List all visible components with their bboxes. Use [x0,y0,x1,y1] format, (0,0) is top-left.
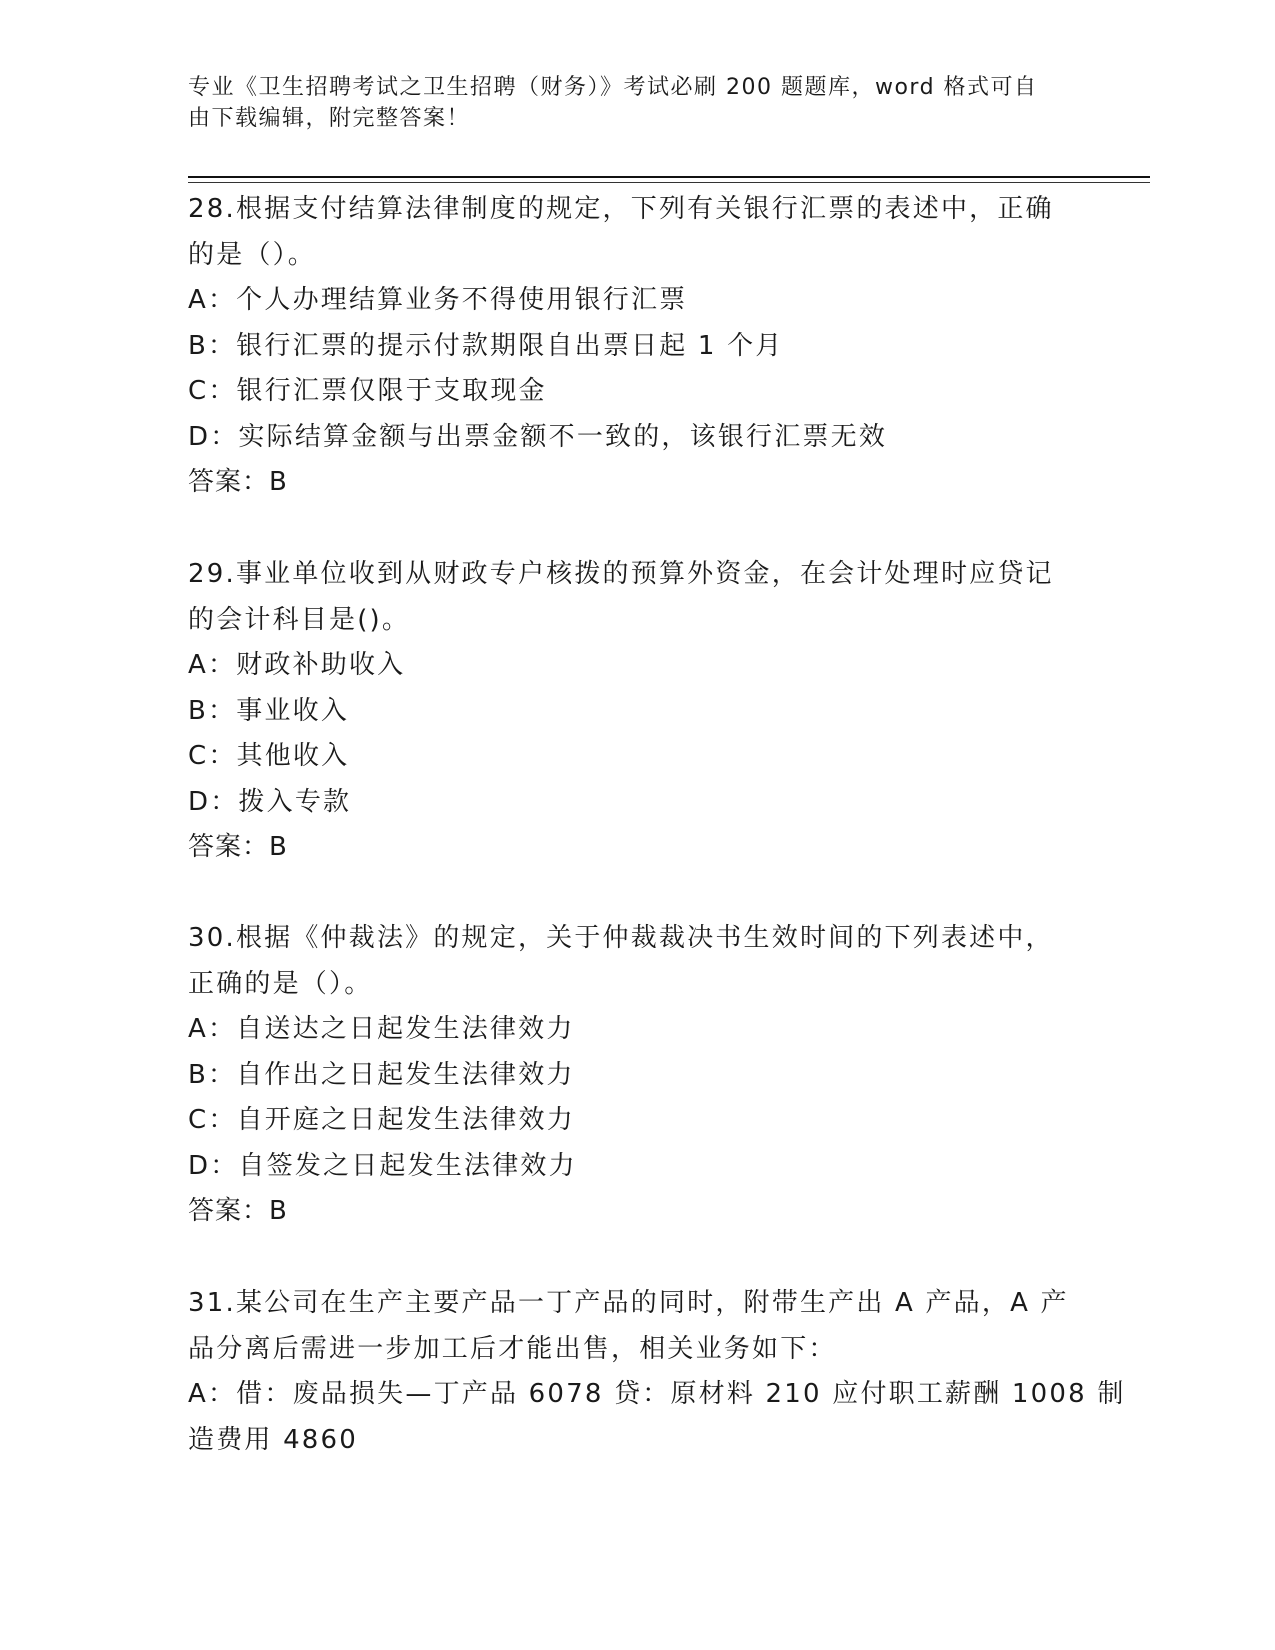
question-stem-line: 29.事业单位收到从财政专户核拨的预算外资金，在会计处理时应贷记 [188,559,1054,589]
question-stem-line: 的是（）。 [188,239,317,270]
option-b: B：自作出之日起发生法律效力 [188,1059,575,1090]
option-b: B：银行汇票的提示付款期限自出票日起 1 个月 [188,330,784,361]
option-a: A：个人办理结算业务不得使用银行汇票 [188,285,688,315]
question-stem-line: 品分离后需进一步加工后才能出售，相关业务如下： [188,1333,837,1364]
option-c: C：其他收入 [188,741,350,771]
answer-text: 答案：B [188,1196,288,1226]
question-29 [188,552,1088,871]
option-a: A：自送达之日起发生法律效力 [188,1014,575,1044]
header-divider-thick [188,176,1150,178]
question-30 [188,916,1088,1235]
option-c: C：银行汇票仅限于支取现金 [188,376,547,406]
question-stem-line: 30.根据《仲裁法》的规定，关于仲裁裁决书生效时间的下列表述中， [188,923,1054,953]
header-line-1: 专业《卫生招聘考试之卫生招聘（财务）》考试必刷 200 题题库，word 格式可自 [188,75,1038,100]
answer-text: 答案：B [188,467,288,497]
question-28 [188,187,1088,506]
option-d: D：自签发之日起发生法律效力 [188,1150,577,1181]
header-line-2: 由下载编辑，附完整答案！ [188,106,471,131]
option-a-continuation: 造费用 4860 [188,1424,359,1455]
question-stem-line: 28.根据支付结算法律制度的规定，下列有关银行汇票的表述中，正确 [188,194,1054,224]
option-d: D：拨入专款 [188,786,352,817]
question-stem-line: 的会计科目是()。 [188,604,411,635]
option-b: B：事业收入 [188,695,350,726]
option-d: D：实际结算金额与出票金额不一致的，该银行汇票无效 [188,421,888,452]
option-a: A：财政补助收入 [188,650,406,680]
option-c: C：自开庭之日起发生法律效力 [188,1105,575,1135]
option-a: A：借：废品损失—丁产品 6078 贷：原材料 210 应付职工薪酬 1008 制 [188,1379,1126,1409]
answer-text: 答案：B [188,832,288,862]
question-stem-line: 31.某公司在生产主要产品一丁产品的同时，附带生产出 A 产品，A 产 [188,1288,1069,1318]
header-divider-thin [188,182,1150,183]
question-31 [188,1281,1126,1463]
question-stem-line: 正确的是（）。 [188,968,373,999]
document-header [188,72,1068,134]
